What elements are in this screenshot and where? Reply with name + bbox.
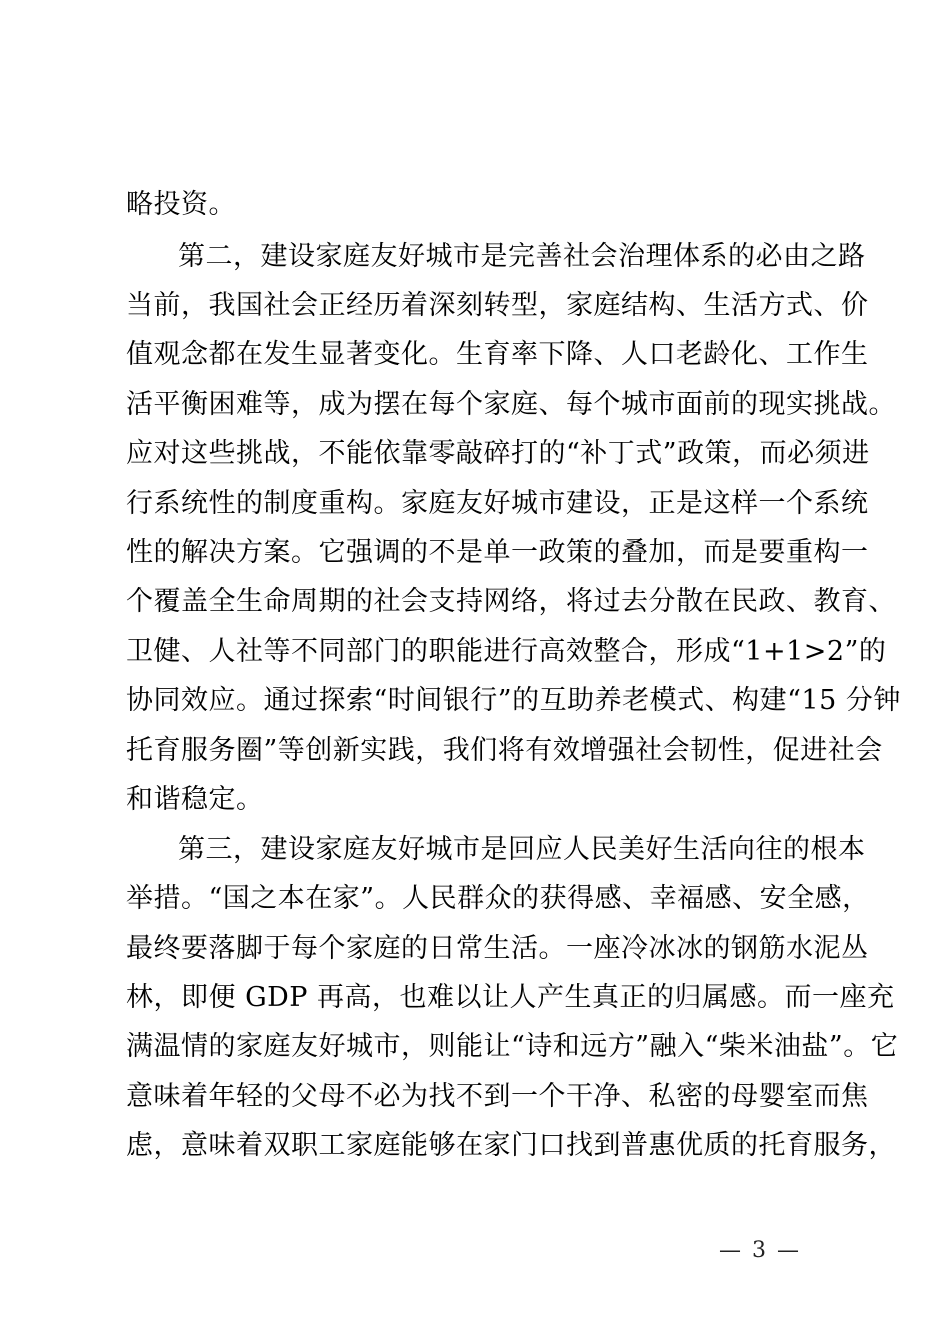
page-number: — 3 — bbox=[719, 1238, 801, 1263]
text-line-10: 卫健、人社等不同部门的职能进行高效整合，形成“1+1>2”的 bbox=[126, 636, 887, 667]
text-line-18: 满温情的家庭友好城市，则能让“诗和远方”融入“柴米油盐”。它 bbox=[126, 1031, 899, 1062]
text-line-20: 虑，意味着双职工家庭能够在家门口找到普惠优质的托育服务， bbox=[126, 1130, 896, 1161]
text-line-19: 意味着年轻的父母不必为找不到一个干净、私密的母婴室而焦 bbox=[126, 1081, 869, 1112]
text-line-8: 性的解决方案。它强调的不是单一政策的叠加，而是要重构一 bbox=[126, 537, 869, 568]
text-line-5: 活平衡困难等，成为摆在每个家庭、每个城市面前的现实挑战。 bbox=[126, 389, 896, 420]
text-line-17: 林，即便 GDP 再高，也难以让人产生真正的归属感。而一座充 bbox=[126, 982, 895, 1013]
text-line-13: 和谐稳定。 bbox=[126, 784, 264, 815]
text-line-15: 举措。“国之本在家”。人民群众的获得感、幸福感、安全感， bbox=[126, 883, 870, 914]
text-line-7: 行系统性的制度重构。家庭友好城市建设，正是这样一个系统 bbox=[126, 488, 869, 519]
text-line-3: 当前，我国社会正经历着深刻转型，家庭结构、生活方式、价 bbox=[126, 290, 869, 321]
text-line-2: 第二，建设家庭友好城市是完善社会治理体系的必由之路 bbox=[178, 241, 866, 272]
text-line-9: 个覆盖全生命周期的社会支持网络，将过去分散在民政、教育、 bbox=[126, 586, 896, 617]
text-line-4: 值观念都在发生显著变化。生育率下降、人口老龄化、工作生 bbox=[126, 339, 869, 370]
text-line-12: 托育服务圈”等创新实践，我们将有效增强社会韧性，促进社会 bbox=[126, 735, 883, 766]
text-line-1: 略投资。 bbox=[126, 189, 236, 220]
text-line-16: 最终要落脚于每个家庭的日常生活。一座冷冰冰的钢筋水泥丛 bbox=[126, 933, 869, 964]
text-line-6: 应对这些挑战，不能依靠零敲碎打的“补丁式”政策，而必须进 bbox=[126, 438, 870, 469]
text-line-14: 第三，建设家庭友好城市是回应人民美好生活向往的根本 bbox=[178, 834, 866, 865]
text-line-11: 协同效应。通过探索“时间银行”的互助养老模式、构建“15 分钟 bbox=[126, 685, 901, 716]
